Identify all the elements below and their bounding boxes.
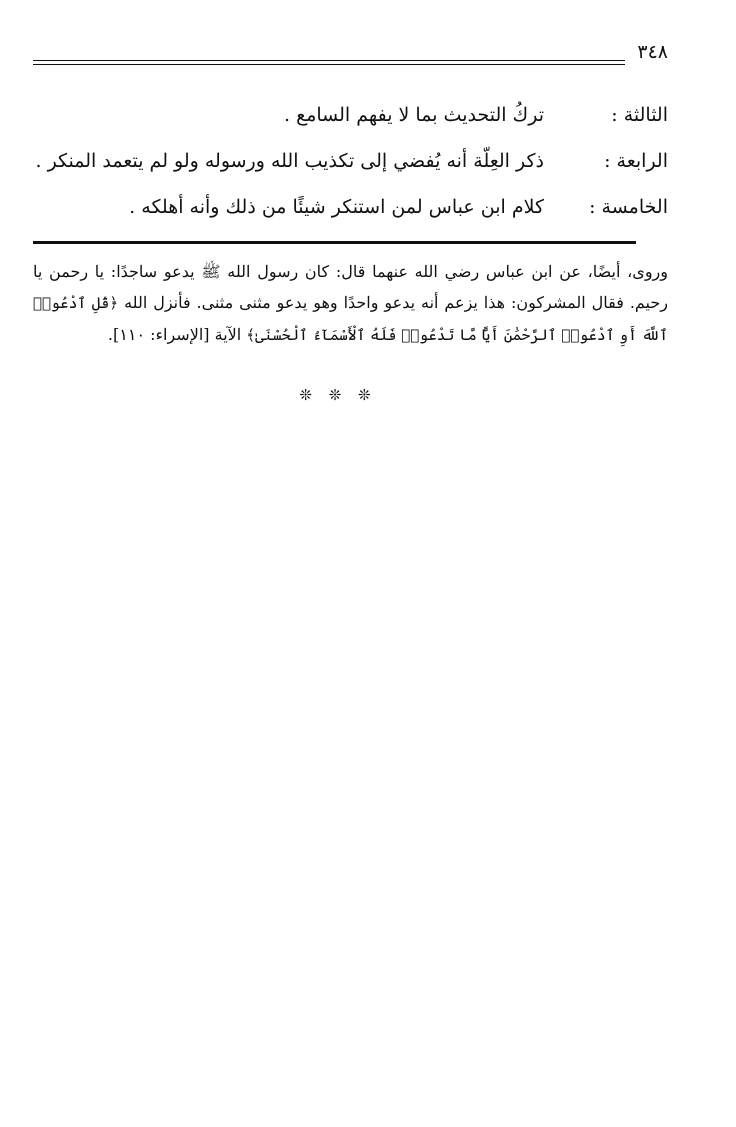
header-rule-bottom — [33, 64, 625, 65]
point-label: الخامسة : — [589, 196, 668, 218]
header-rule-top — [33, 60, 625, 61]
quran-verse: ﴿قُلِ ٱدْعُوا۟ ٱللَّهَ أَوِ ٱدْعُوا۟ ٱلرَّحْمَٰنَ أَيًّا مَّا تَدْعُوا۟ فَلَهُ ٱلْأَسْمَآءُ ٱلْحُسْنَىٰ﴾ — [33, 294, 668, 344]
page-number: ٣٤٨ — [637, 41, 668, 63]
verse-citation: الآية [الإسراء: ١١٠]. — [107, 325, 247, 344]
point-fourth — [28, 146, 668, 192]
point-label: الثالثة : — [611, 104, 668, 126]
narration-text: وروى، أيضًا، عن ابن عباس رضي الله عنهما قال: كان رسول الله ﷺ يدعو ساجدًا: يا رحمن يا رحيم. فقال المشركون: هذا يزعم أنه يدعو واحدًا وهو يدعو مثنى مثنى. فأنزل الله — [33, 262, 668, 312]
point-third — [28, 100, 668, 146]
section-divider — [33, 241, 636, 244]
point-label: الرابعة : — [604, 150, 668, 172]
point-fifth — [28, 192, 668, 238]
point-text: كلام ابن عباس لمن استنكر شيئًا من ذلك وأنه أهلكه . — [129, 196, 544, 218]
points-list — [28, 100, 668, 238]
point-text: ذكر العِلّة أنه يُفضي إلى تكذيب الله ورسوله ولو لم يتعمد المنكر . — [35, 150, 544, 172]
section-separator: ❊ ❊ ❊ — [299, 386, 377, 404]
narration-paragraph — [33, 256, 668, 351]
point-text: تركُ التحديث بما لا يفهم السامع . — [284, 104, 544, 126]
